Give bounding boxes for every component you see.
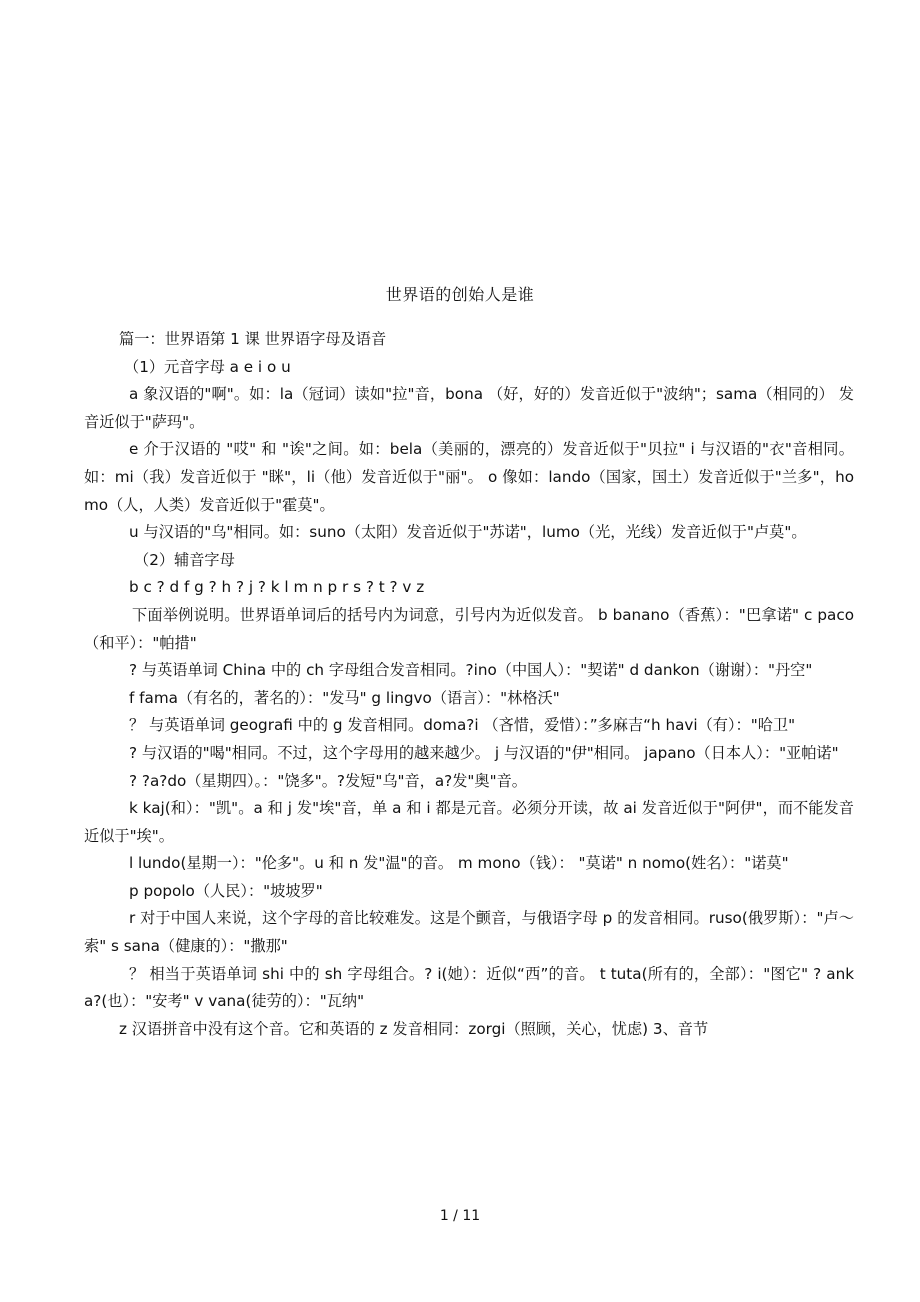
paragraph-consonant-p: p popolo（人民）："坡坡罗"	[129, 881, 323, 900]
paragraph-vowel-a: a 象汉语的"啊"。如：la（冠词）读如"拉"音，bona （好，好的）发音近似于"波纳"；sama（相同的） 发音近似于"萨玛"。	[84, 385, 854, 431]
paragraph-consonant-z: z 汉语拼音中没有这个音。它和英语的 z 发音相同：zorgi（照顾，关心，忧虑) 3、音节	[119, 1019, 709, 1038]
paragraph-consonant-j-hat: ? ?a?do（星期四）。："饶多"。?发短"乌"音，a?发"奥"音。	[129, 771, 527, 790]
document-body	[84, 326, 854, 1043]
paragraph-consonant-r-s: r 对于中国人来说，这个字母的音比较难发。这是个颤音，与俄语字母 p 的发音相同。ruso(俄罗斯）："卢～索" s sana（健康的）："撒那"	[84, 909, 854, 956]
paragraph-consonant-g-hat: ？ 与英语单词 geografi 中的 g 发音相同。doma?i （吝惜，爱惜）：”多麻吉“h havi（有）："哈卫"	[129, 716, 796, 735]
paragraph-consonant-list: b c ? d f g ? h ? j ? k l m n p r s ? t ? v z	[129, 578, 425, 597]
paragraph-consonant-h-hat: ? 与汉语的"喝"相同。不过，这个字母用的越来越少。 j 与汉语的"伊"相同。 japano（日本人）："亚帕诺"	[129, 743, 839, 762]
paragraph-vowel-e-i-o: e 介于汉语的 "哎" 和 "诶"之间。如：bela（美丽的，漂亮的）发音近似于"贝拉" i 与汉语的"衣"音相同。如：mi（我）发音近似于 "眯"，li（他）发音近似于"丽"。 o 像如：lando（国家，国土）发音近似于"兰多"，homo（人，人类）发音近似于"霍莫"。	[84, 440, 854, 514]
page-number: 1 / 11	[439, 1208, 481, 1224]
paragraph-consonant-c-hat: ? 与英语单词 China 中的 ch 字母组合发音相同。?ino（中国人）："契诺" d dankon（谢谢）："丹空"	[129, 661, 813, 680]
paragraph-consonants-heading: （2）辅音字母	[134, 550, 235, 569]
paragraph-consonant-s-hat: ？ 相当于英语单词 shi 中的 sh 字母组合。? i(她）：近似“西”的音。 t tuta(所有的，全部）："图它" ? anka?(也）："安考" v vana(徒劳的）："瓦纳"	[84, 964, 854, 1011]
paragraph-consonant-k: k kaj(和）："凯"。a 和 j 发"埃"音，单 a 和 i 都是元音。必须分开读，故 ai 发音近似于"阿伊"，而不能发音近似于"埃"。	[84, 799, 854, 845]
paragraph-consonant-f-g: f fama（有名的，著名的）："发马" g lingvo（语言）："林格沃"	[129, 688, 560, 707]
paragraph-lesson-heading: 篇一：世界语第 1 课 世界语字母及语音	[119, 330, 387, 348]
paragraph-consonant-l-m-n: l lundo(星期一）："伦多"。u 和 n 发"温"的音。 m mono（钱）： "莫诺" n nomo(姓名）："诺莫"	[129, 854, 789, 873]
document-title: 世界语的创始人是谁	[385, 285, 535, 304]
paragraph-examples-intro: 下面举例说明。世界语单词后的括号内为词意，引号内为近似发音。 b banano（香蕉）："巴拿诺" c paco（和平）："帕措"	[84, 605, 854, 652]
paragraph-vowels-heading: （1）元音字母 a e i o u	[124, 357, 291, 376]
paragraph-vowel-u: u 与汉语的"乌"相同。如：suno（太阳）发音近似于"苏诺"，lumo（光，光线）发音近似于"卢莫"。	[129, 523, 807, 542]
